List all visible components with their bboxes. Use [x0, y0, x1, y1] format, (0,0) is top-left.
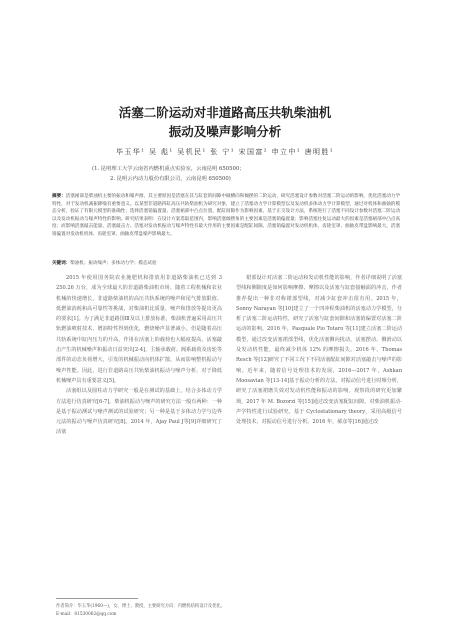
affiliation-2: 2. 昆明云内动力股份有限公司，云南昆明 650500) [110, 176, 231, 182]
body-column-left [56, 273, 222, 438]
abstract [52, 193, 400, 238]
footnote-divider [56, 598, 138, 599]
body-paragraph: 2015 年使用国务院农业施肥机和排放用非道路柴油机已达到 3 250.26 万台，成为全球最大的非道路柴油机市场。随着工程机械和农业机械的快速增长，非道路柴油机的高压共轨系统的噪声和尾气排放限值、低燃油消耗和高可靠性等挑战，对柴油机比质量、噪声和排放等提出更高的要求[1]。为了满足非道路国Ⅲ及以上排放标准，柴油机普遍采用高压共轨燃油喷射技术，增油特性得到优化，燃烧噪声显著减小。但是随着高压共轨系统中缸内压力的升高，作用在活塞上的载荷也大幅度提高，活塞敲击产生的机械噪声和振动日益突出[2-4]，主轴承载荷、阀系载荷及齿轮等部件的动态负荷增大，引发的机械振动向机体扩散，从而影响整机振动与噪声性能。因此，进行非道路高压共轨柴油机振动与噪声分析，对于降低机械噪声具有重要意义[5]。 [56, 275, 222, 384]
affiliation-1: (1. 昆明理工大学云南省内燃机重点实验室，云南昆明 650500； [92, 166, 245, 172]
keywords-text: 柴油机；振动噪声；多体动力学；模态试验 [70, 261, 157, 266]
keywords-label: 关键词： [52, 261, 71, 266]
footnote-author-bio: 作者简介：毕玉华(1960—)，女，博士，教授，主要研究方向：内燃机结构设计及优化。 [56, 604, 225, 609]
paper-title [0, 103, 450, 141]
abstract-text: 活塞裙部是柴油机主要的振动和噪声源，其主要原因是活塞在其与缸套的间隙中做横向和倾摆的二阶运动，研究活塞设计参数对活塞二阶运动的影响，优化活塞动力学特性，对于发动机减振降噪有重要意义。以某型非道路四缸高压共轨柴油机为研究对象，建立了活塞动力学计算模型以及发动机多体动力学计算模型，通过对机体和曲轴的模态分析，验证了有限元模型的准确性；选择活塞销偏置量、活塞裙部中凸点位置、配缸间隙作为影响因素，基于正交设计方法，系统进行了活塞不同设计参数对活塞二阶运动以及发动机振动与噪声特性的影响。研究结果表明：在设计方案选取范围内，影响活塞倾摆角的主要因素是活塞销偏置量；影响活塞往复运动最大的因素是活塞裙部中凸点高度；而影响活塞敲击能量、活塞敲击力、活塞对发动机振动与噪声特性有最大作用的主要因素是配缸间隙。活塞销偏置对发动机机体、齿轮室罩、曲轴皮带盘影响最大，活塞销偏置对发动机机体、齿轮室罩、曲轴皮带盘噪声影响最大。 [52, 194, 401, 237]
author-list: 毕玉华¹ 吴 彪¹ 吴机民¹ 张 宁¹ 宋国富² 申立中¹ 唐明胜¹ [115, 148, 335, 156]
title-line-1: 活塞二阶运动对非道路高压共轨柴油机 [118, 105, 332, 120]
abstract-label: 摘要： [52, 194, 66, 199]
body-column-right [236, 273, 402, 427]
footnote-email: E-mail：81530062@qq.com [56, 612, 117, 617]
body-paragraph: 裙部设计对活塞二阶运动和发动机性能的影响，作者详细说明了活塞型线和侧隙度是如何影响摩擦、摩擦以及活塞与缸套接触面的冲击，作者推荐提出一种非对称裙部型线，对减少缸套冲击很有用。2015 年，Sonny Narayan 等[10]建立了一个四冲程柴油机的活塞动力学模型，分析了活塞二阶运动特性，研究了活塞与缸套间隙和活塞销偏置对活塞二阶运动的影响。2016 年，Pasquale Pio Totaro 等[11]建立活塞二阶运动模型，通过改变活塞裙部型线，优化活塞侧向扰动，活塞摆动、侧滑动以及发动机性能，最终减少机体 12% 的摩擦损失。2016 年，Thomas Resch 等[12]研究了不同工况下不同活塞配缸间隙对活塞敲击与噪声的影响。近年来，随着信号处理技术的发展，2016—2017 年，Ashkan Moosavian 等[13-14]基于振动分析的方法，对振动信号进行时频分析，研究了活塞裙磨失效对发动机性能和振动的影响。观察段的研究更加繁琐，2017 年 M. Bozorzi 等[15]通过改变活塞配缸间隙，对柴油机振动-声学特性进行试验研究。基于 Cyclostationary theory，采用高级信号处理技术，对振动信号进行分析。2016 年，郝彦等[16]通过改 [236, 275, 402, 426]
keywords [52, 260, 400, 268]
title-line-2: 振动及噪声影响分析 [168, 124, 282, 139]
body-paragraph: 活塞组以及圆柱动力学研究一般是在测试的基础上，结合多体动力学方法进行仿真研究[6-7]。柴油机振动与噪声的研究方法一般有两种：一种是基于振动测试与噪声测试的试验研究；另一种是基于多体动力学与边界元法的振动与噪声仿真研究[8]。2014 年，Ajay Paul J等[9]详细研究了活塞 [56, 388, 222, 436]
